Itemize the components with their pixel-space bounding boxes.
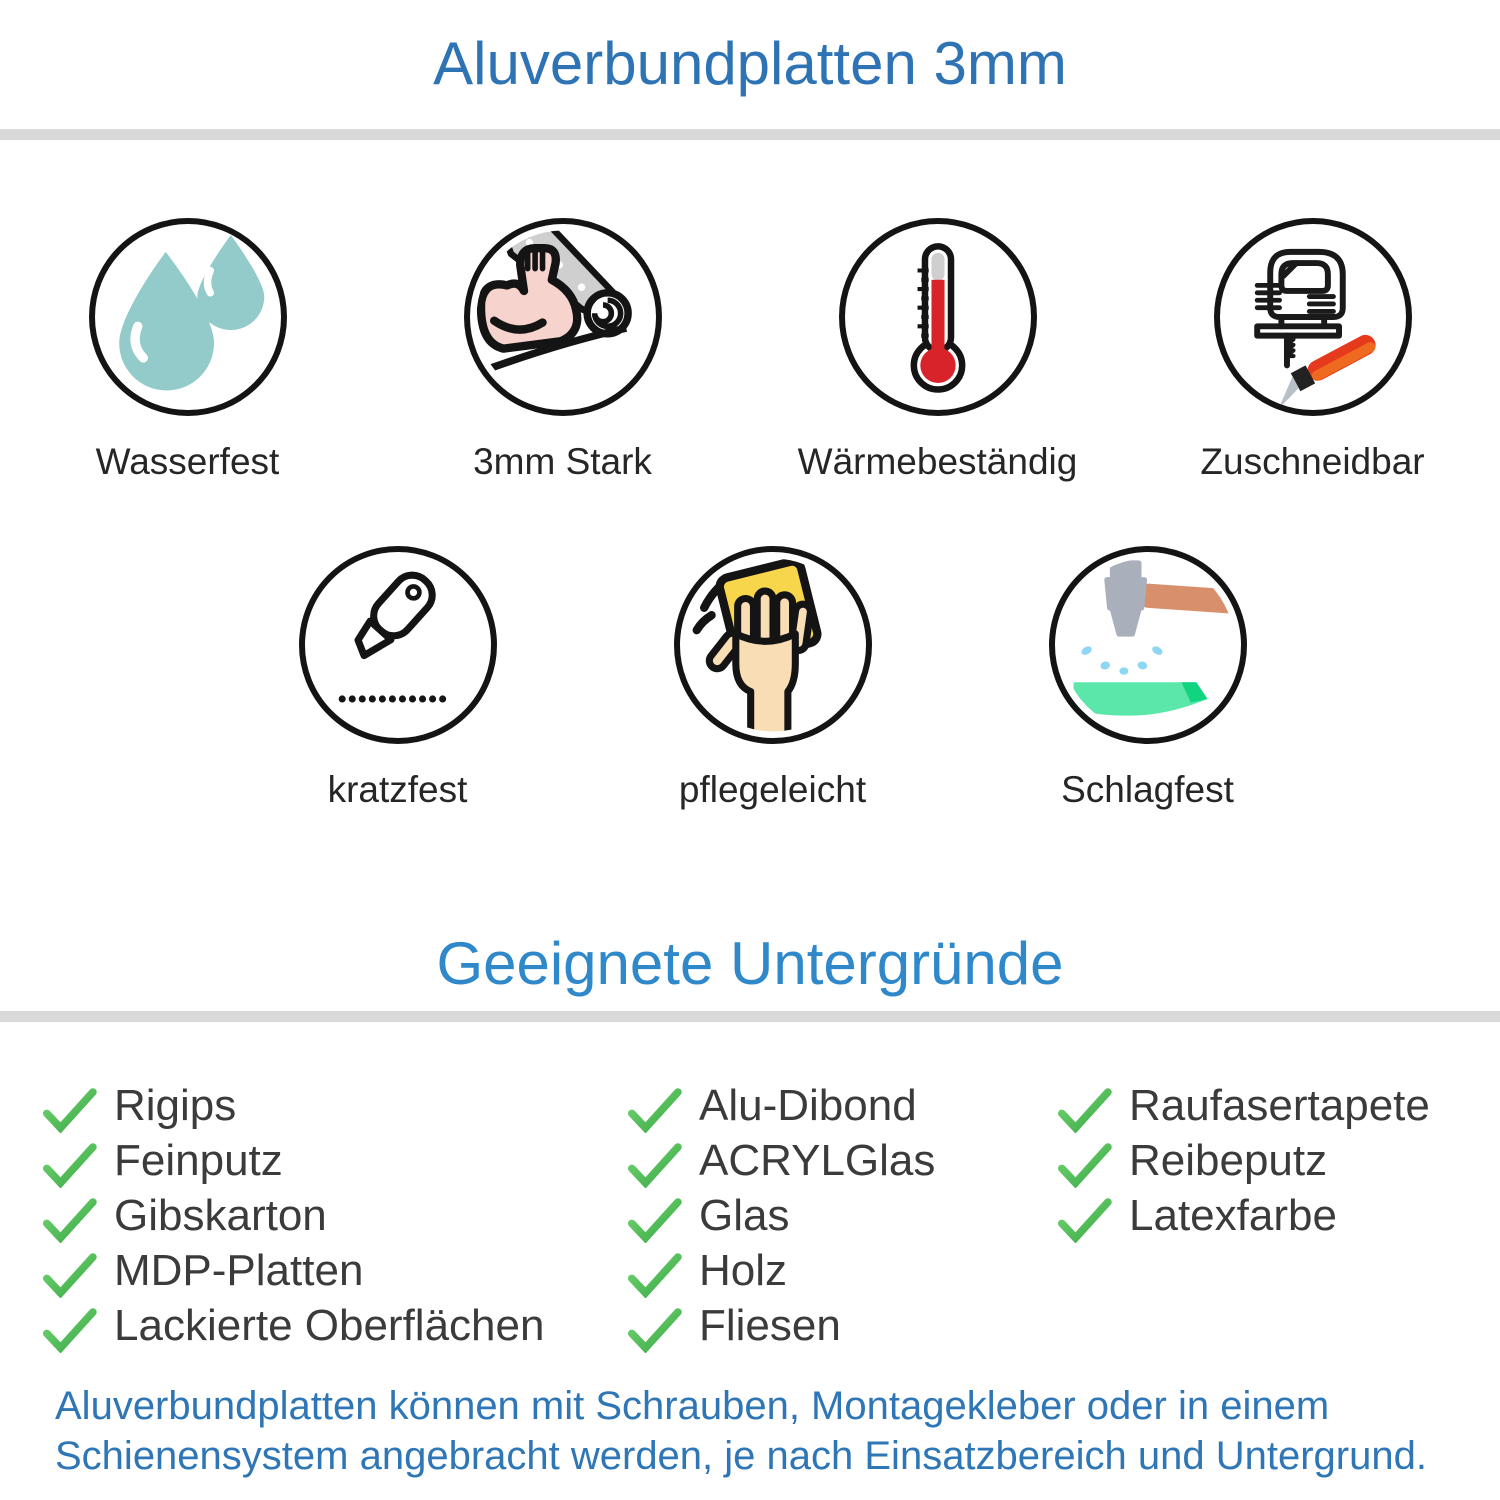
feature-circle [674,546,872,744]
feature-wasserfest [0,218,375,484]
list-item [40,1078,625,1133]
feature-circle [464,218,662,416]
cutter-knife-icon [305,552,491,738]
feature-zuschneidbar [1125,218,1500,484]
feature-circle [1049,546,1247,744]
substrate-label: Gibskarton [114,1190,327,1240]
substrates-column-1 [40,1078,625,1353]
list-item [1055,1188,1500,1243]
check-icon [625,1197,683,1243]
check-icon [1055,1142,1113,1188]
feature-label: Wärmebeständig [797,441,1078,482]
mounting-note-line-1: Aluverbundplatten können mit Schrauben, Montagekleber oder in einem [55,1384,1330,1428]
substrate-label: Fliesen [699,1300,841,1350]
check-icon [40,1252,98,1298]
feature-circle [89,218,287,416]
feature-label: pflegeleicht [678,769,867,810]
hammer-icon [1055,552,1241,738]
list-item [40,1243,625,1298]
substrates-column-3 [1055,1078,1500,1353]
section-title: Geeignete Untergründe [436,930,1064,997]
jigsaw-icon [1220,224,1406,410]
substrate-label: Lackierte Oberflächen [114,1300,545,1350]
feature-schlagfest [960,546,1335,812]
substrate-label: Latexfarbe [1129,1190,1337,1240]
substrate-label: Rigips [114,1080,237,1130]
check-icon [40,1087,98,1133]
feature-label: Zuschneidbar [1200,441,1425,482]
cleaning-cloth-hand-icon [680,552,866,738]
feature-row-2 [0,546,1500,812]
mounting-note-line-2: Schienensystem angebracht werden, je nach Einsatzbereich und Untergrund. [55,1434,1427,1478]
check-icon [40,1142,98,1188]
feature-circle [839,218,1037,416]
check-icon [1055,1087,1113,1133]
muscle-arm-icon [470,224,656,410]
list-item [625,1188,1055,1243]
list-item [40,1188,625,1243]
substrate-label: Reibeputz [1129,1135,1328,1185]
list-item [1055,1133,1500,1188]
substrate-label: Feinputz [114,1135,283,1185]
feature-row-1 [0,218,1500,484]
feature-label: Wasserfest [95,441,280,482]
section-divider [0,129,1500,140]
check-icon [625,1142,683,1188]
substrate-label: Holz [699,1245,788,1295]
check-icon [625,1087,683,1133]
check-icon [1055,1197,1113,1243]
substrate-label: MDP-Platten [114,1245,364,1295]
substrates-column-2 [625,1078,1055,1353]
feature-circle [1214,218,1412,416]
list-item [625,1243,1055,1298]
check-icon [40,1307,98,1353]
list-item [625,1078,1055,1133]
substrates-list [0,1078,1500,1353]
list-item [625,1298,1055,1353]
list-item [40,1298,625,1353]
feature-circle [299,546,497,744]
page-title: Aluverbundplatten 3mm [433,30,1067,97]
substrate-label: Alu-Dibond [699,1080,917,1130]
thermometer-icon [845,224,1031,410]
section-divider [0,1011,1500,1022]
feature-3mm-stark [375,218,750,484]
check-icon [625,1307,683,1353]
list-item [1055,1078,1500,1133]
substrate-label: Glas [699,1190,790,1240]
feature-label: Schlagfest [1061,769,1234,810]
water-drops-icon [95,224,281,410]
mounting-note [0,1381,1500,1481]
feature-pflegeleicht [585,546,960,812]
feature-label: kratzfest [327,769,468,810]
substrate-label: Raufasertapete [1129,1080,1430,1130]
substrate-label: ACRYLGlas [699,1135,936,1185]
list-item [625,1133,1055,1188]
check-icon [625,1252,683,1298]
feature-label: 3mm Stark [473,441,652,482]
list-item [40,1133,625,1188]
feature-kratzfest [210,546,585,812]
check-icon [40,1197,98,1243]
feature-waermebestaendig [750,218,1125,484]
